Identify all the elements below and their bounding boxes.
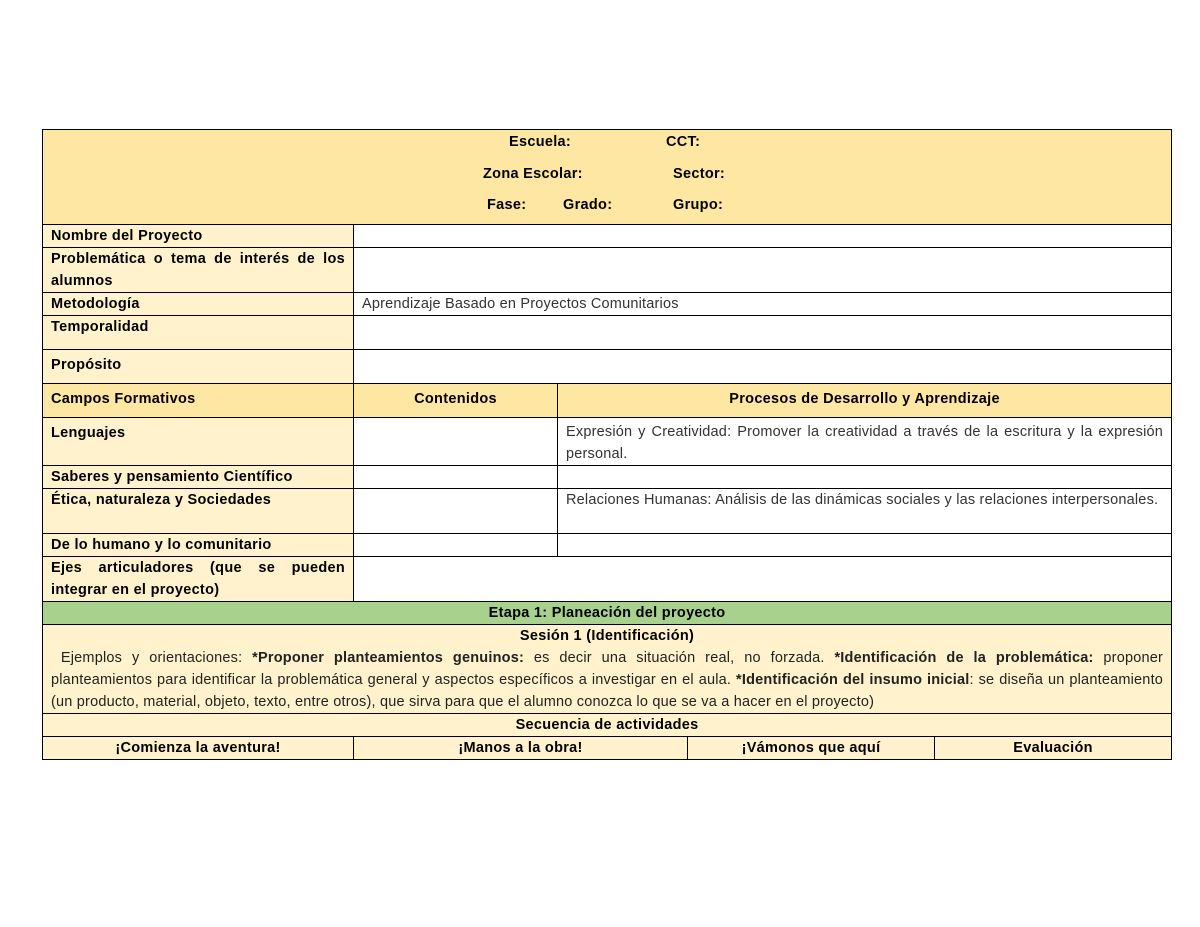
escuela-label: Escuela: bbox=[509, 134, 572, 150]
sesion-bold-2: *Identificación de la problemática: bbox=[834, 650, 1094, 666]
campos-header: Campos Formativos bbox=[43, 384, 354, 418]
lenguajes-contenidos[interactable] bbox=[354, 418, 558, 466]
nombre-label: Nombre del Proyecto bbox=[43, 225, 354, 248]
temporalidad-value[interactable] bbox=[354, 316, 1172, 350]
sector-label: Sector: bbox=[673, 166, 726, 182]
etica-pda: Relaciones Humanas: Análisis de las dinámicas sociales y las relaciones interpersonales. bbox=[558, 489, 1172, 534]
saberes-contenidos[interactable] bbox=[354, 466, 558, 489]
secuencia-title: Secuencia de actividades bbox=[43, 714, 1172, 737]
proposito-value[interactable] bbox=[354, 350, 1172, 384]
planning-table bbox=[42, 129, 1172, 760]
proposito-label: Propósito bbox=[43, 350, 354, 384]
metodologia-value: Aprendizaje Basado en Proyectos Comunitarios bbox=[354, 293, 1172, 316]
cct-label: CCT: bbox=[666, 134, 701, 150]
lenguajes-pda: Expresión y Creatividad: Promover la creatividad a través de la escritura y la expresión personal. bbox=[558, 418, 1172, 466]
sesion-text-3: : se diseña un planteamiento (un producto, material, objeto, texto, entre otros), que sirva para que el alumno conozca lo que se va a hacer en el proyecto) bbox=[51, 672, 1164, 710]
procesos-header: Procesos de Desarrollo y Aprendizaje bbox=[558, 384, 1172, 418]
etica-label: Ética, naturaleza y Sociedades bbox=[43, 489, 354, 534]
grado-label: Grado: bbox=[563, 197, 613, 213]
humano-pda[interactable] bbox=[558, 534, 1172, 557]
humano-label: De lo humano y lo comunitario bbox=[43, 534, 354, 557]
humano-contenidos[interactable] bbox=[354, 534, 558, 557]
planning-document bbox=[42, 129, 1171, 760]
sesion-bold-1: *Proponer planteamientos genuinos: bbox=[252, 650, 524, 666]
sesion-intro: Ejemplos y orientaciones: bbox=[60, 650, 253, 666]
sesion-text bbox=[51, 647, 1163, 713]
saberes-label: Saberes y pensamiento Científico bbox=[43, 466, 354, 489]
grupo-label: Grupo: bbox=[673, 197, 724, 213]
etica-contenidos[interactable] bbox=[354, 489, 558, 534]
problematica-label: Problemática o tema de interés de los alumnos bbox=[43, 248, 354, 293]
nombre-value[interactable] bbox=[354, 225, 1172, 248]
sesion-text-2: proponer planteamientos para identificar la problemática general y aspectos específicos a investigar en el aula. bbox=[51, 650, 1164, 688]
sesion-title: Sesión 1 (Identificación) bbox=[519, 628, 695, 644]
contenidos-header: Contenidos bbox=[354, 384, 558, 418]
problematica-value[interactable] bbox=[354, 248, 1172, 293]
sesion-text-1: es decir una situación real, no forzada. bbox=[523, 650, 835, 666]
temporalidad-label: Temporalidad bbox=[43, 316, 354, 350]
metodologia-label: Metodología bbox=[43, 293, 354, 316]
zona-label: Zona Escolar: bbox=[483, 166, 583, 182]
ejes-label: Ejes articuladores (que se pueden integrar en el proyecto) bbox=[43, 557, 354, 602]
fase-label: Fase: bbox=[487, 197, 527, 213]
ejes-value[interactable] bbox=[354, 557, 1172, 602]
col-comienza: ¡Comienza la aventura! bbox=[43, 737, 354, 760]
sesion-block bbox=[43, 625, 1172, 714]
col-manos: ¡Manos a la obra! bbox=[354, 737, 688, 760]
sesion-bold-3: *Identificación del insumo inicial bbox=[736, 672, 970, 688]
school-header bbox=[43, 130, 1172, 225]
col-evaluacion: Evaluación bbox=[935, 737, 1172, 760]
etapa-title: Etapa 1: Planeación del proyecto bbox=[43, 602, 1172, 625]
col-vamonos: ¡Vámonos que aquí bbox=[688, 737, 935, 760]
lenguajes-label: Lenguajes bbox=[43, 418, 354, 466]
saberes-pda[interactable] bbox=[558, 466, 1172, 489]
